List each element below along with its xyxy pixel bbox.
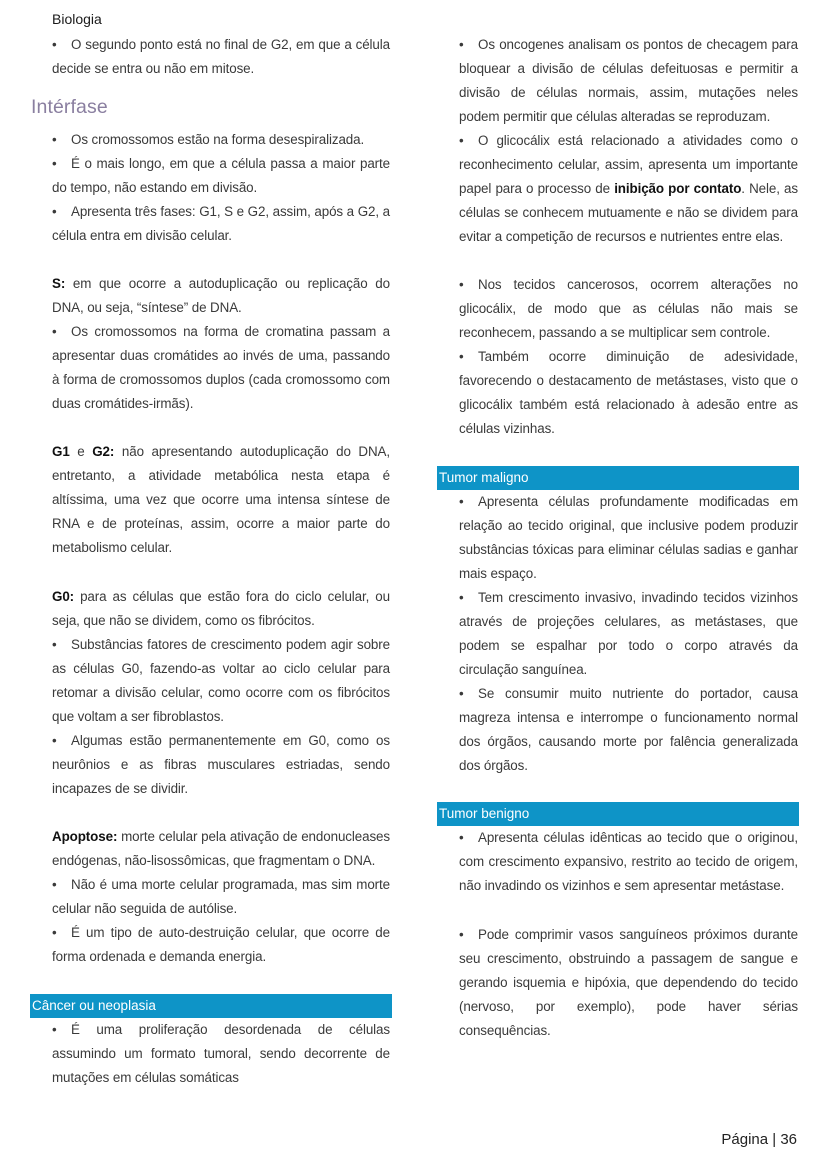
emphasis-inibicao: inibição por contato [614,181,742,196]
bullet-icon: • [459,686,464,701]
section-heading-interfase: Intérfase [31,96,108,118]
list-item: • Pode comprimir vasos sanguíneos próximos durante seu crescimento, obstruindo a passagem de sangue e gerando isquemia e hipóxia, que dependendo do tecido (nervoso, por exemplo), pode haver sérias consequências. [459,923,798,1043]
list-item: • Apresenta células idênticas ao tecido que o originou, com crescimento expansivo, restrito ao tecido de origem, não invadindo os vizinhos e sem apresentar metástase. [459,826,798,898]
bullet-icon: • [459,830,464,845]
term-g0: G0: [52,589,75,604]
g1-g2-paragraph: G1 e G2: não apresentando autoduplicação do DNA, entretanto, a atividade metabólica nesta etapa é altíssima, uma vez que ocorre uma intensa síntese de RNA e de proteínas, assim, ocorre a maior parte do metabolismo celular. [52,444,390,555]
list-item: • Os cromossomos estão na forma desespiralizada. [52,128,390,152]
section-bar-tumor-maligno: Tumor maligno [437,466,799,490]
bullet-icon: • [52,204,57,219]
bullet-icon: • [459,277,464,292]
list-item: • Não é uma morte celular programada, mas sim morte celular não seguida de autólise. [52,873,390,921]
intro-bullet: • O segundo ponto está no final de G2, em que a célula decide se entra ou não em mitose. [52,33,390,81]
list-item: • Tem crescimento invasivo, invadindo tecidos vizinhos através de projeções celulares, as metástases, que podem se espalhar por todo o corpo através da circulação sanguínea. [459,586,798,682]
list-item: • Substâncias fatores de crescimento podem agir sobre as células G0, fazendo-as voltar ao ciclo celular para retomar a divisão celular, como ocorre com os fibrócitos que voltam a ser fibroblastos. [52,633,390,729]
list-item: • É um tipo de auto-destruição celular, que ocorre de forma ordenada e demanda energia. [52,921,390,969]
term-g2: G2: [92,444,115,459]
bullet-icon: • [52,733,57,748]
bullet-icon: • [52,132,57,147]
list-item: • Os oncogenes analisam os pontos de checagem para bloquear a divisão de células defeituosas e permitir a divisão de células normais, assim, mutações neles podem permitir que células alteradas se reproduzam. [459,33,798,129]
bullet-icon: • [52,37,57,52]
list-item-glicocalix: • O glicocálix está relacionado a atividades como o reconhecimento celular, assim, apresenta um importante papel para o processo de inibição por contato. Nele, as células se conhecem mutuamente e não se dividem para evitar a competição de recursos e nutrientes entre elas. [459,129,798,249]
list-item: • Algumas estão permanentemente em G0, como os neurônios e as fibras musculares estriadas, sendo incapazes de se dividir. [52,729,390,801]
bullet-icon: • [459,37,464,52]
g0-paragraph: G0: para as células que estão fora do ciclo celular, ou seja, que não se dividem, como os fibrócitos. [52,589,390,628]
bullet-icon: • [459,927,464,942]
bullet-icon: • [52,637,57,652]
list-item: • Os cromossomos na forma de cromatina passam a apresentar duas cromátides ao invés de uma, passando à forma de cromossomos duplos (cada cromossomo com duas cromátides-irmãs). [52,320,390,416]
term-apoptose: Apoptose: [52,829,118,844]
page-number: Página | 36 [721,1131,797,1148]
section-bar-tumor-benigno: Tumor benigno [437,802,799,826]
bullet-icon: • [52,877,57,892]
page-header: Biologia [52,11,102,27]
list-item: • Se consumir muito nutriente do portador, causa magreza intensa e interrompe o funcionamento normal dos órgãos, causando morte por falência generalizada dos órgãos. [459,682,798,778]
term-g1: G1 [52,444,70,459]
list-item: • Nos tecidos cancerosos, ocorrem alterações no glicocálix, de modo que as células não mais se reconhecem, passando a se multiplicar sem controle. [459,273,798,345]
bullet-icon: • [459,590,464,605]
bullet-icon: • [459,349,464,364]
bullet-icon: • [459,133,464,148]
s-phase-paragraph: S: em que ocorre a autoduplicação ou replicação do DNA, ou seja, “síntese” de DNA. [52,276,390,315]
list-item: • Também ocorre diminuição de adesividade, favorecendo o destacamento de metástases, visto que o glicocálix também está relacionado à adesão entre as células vizinhas. [459,345,798,441]
bullet-icon: • [52,156,57,171]
section-bar-cancer: Câncer ou neoplasia [30,994,392,1018]
bullet-icon: • [52,925,57,940]
list-item: • É uma proliferação desordenada de células assumindo um formato tumoral, sendo decorrente de mutações em células somáticas [52,1018,390,1090]
list-item: • Apresenta células profundamente modificadas em relação ao tecido original, que inclusive podem produzir substâncias tóxicas para eliminar células sadias e ganhar mais espaço. [459,490,798,586]
bullet-icon: • [52,1022,57,1037]
bullet-icon: • [52,324,57,339]
list-item: • Apresenta três fases: G1, S e G2, assim, após a G2, a célula entra em divisão celular. [52,200,390,248]
list-item: • É o mais longo, em que a célula passa a maior parte do tempo, não estando em divisão. [52,152,390,200]
bullet-icon: • [459,494,464,509]
apoptose-paragraph: Apoptose: morte celular pela ativação de endonucleases endógenas, não-lisossômicas, que fragmentam o DNA. [52,829,390,868]
term-s: S: [52,276,66,291]
